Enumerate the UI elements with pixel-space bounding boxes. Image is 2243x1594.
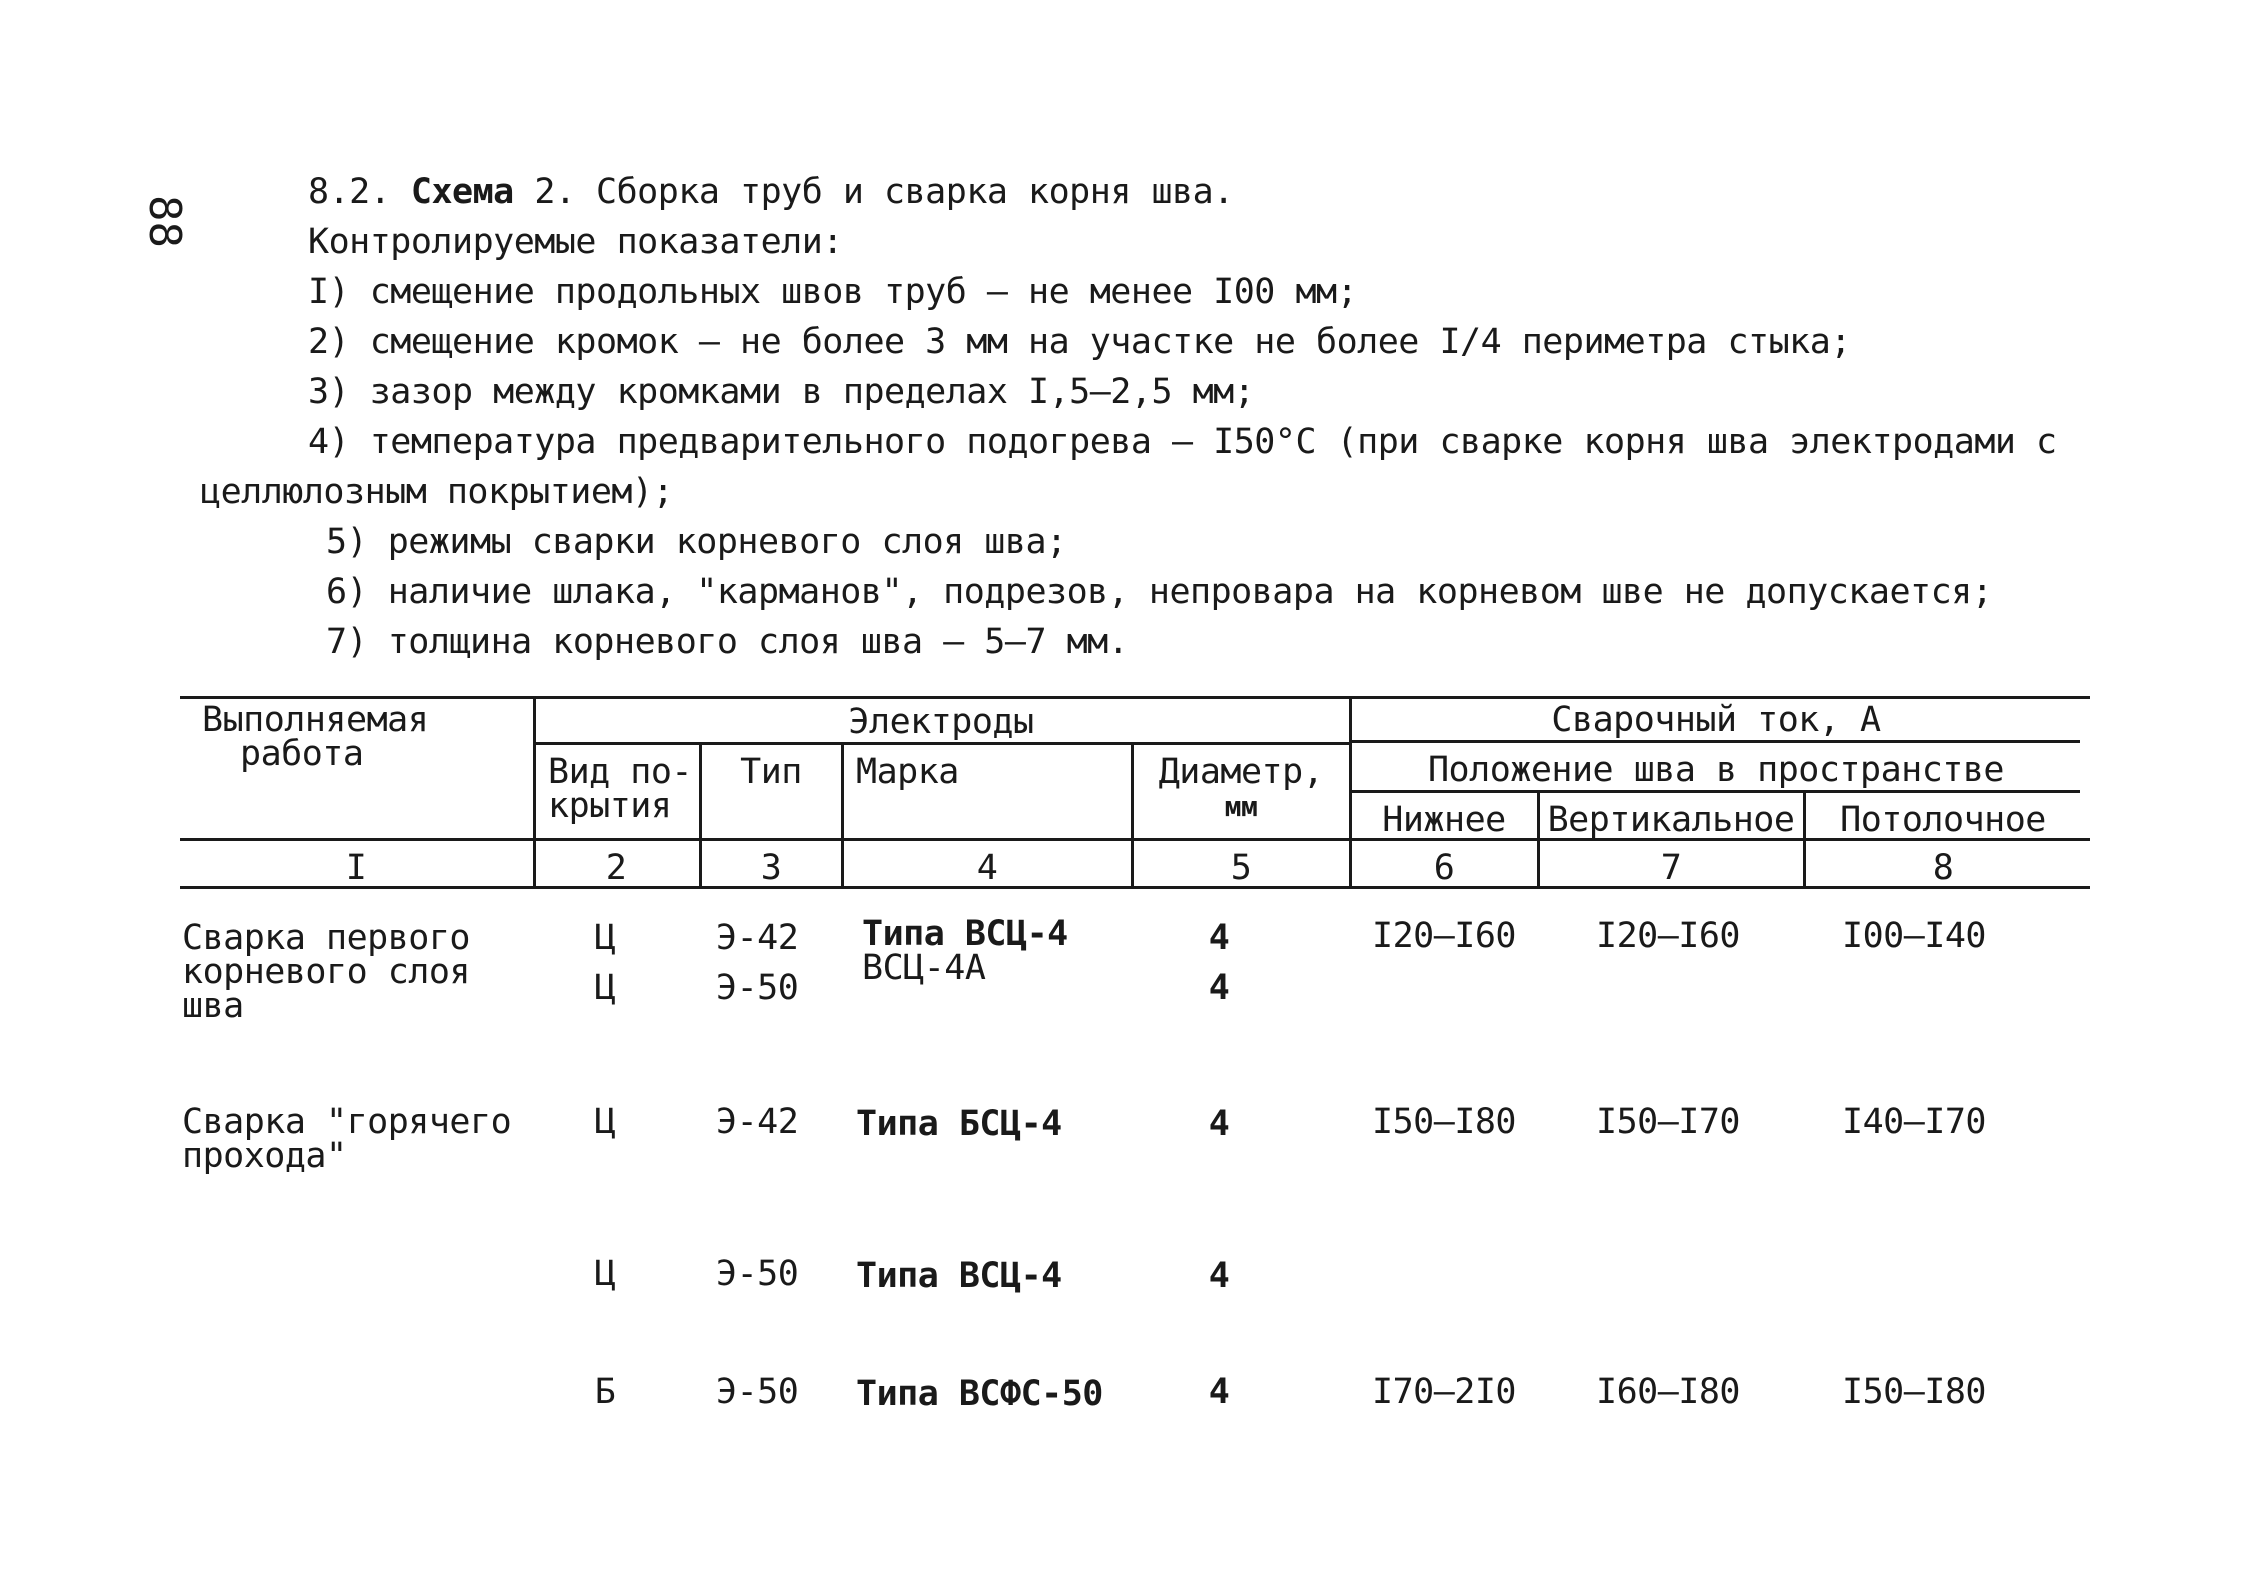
work-cell: корневого слоя <box>182 952 471 992</box>
list-item-continuation: целлюлозным покрытием); <box>200 472 674 512</box>
work-cell: Сварка первого <box>182 918 471 958</box>
current-lower-cell: I50–I80 <box>1372 1102 1517 1142</box>
col-number: 8 <box>1932 848 1954 888</box>
brand-cell: Типа ВСЦ-4 <box>862 914 1068 954</box>
type-cell: Э-50 <box>716 1254 799 1294</box>
coating-cell: Б <box>594 1372 616 1412</box>
col-number: 5 <box>1230 848 1252 888</box>
current-lower-cell: I70–2I0 <box>1372 1372 1517 1412</box>
list-item: 7) толщина корневого слоя шва – 5–7 мм. <box>326 622 1129 662</box>
section-number: 8.2. <box>308 172 391 212</box>
header-vertical: Вертикальное <box>1547 800 1795 840</box>
header-lower: Нижнее <box>1382 800 1506 840</box>
col-number: I <box>345 848 367 888</box>
list-item: 5) режимы сварки корневого слоя шва; <box>326 522 1067 562</box>
type-cell: Э-50 <box>716 1372 799 1412</box>
col-number: 3 <box>760 848 782 888</box>
scheme-word: Схема <box>410 172 514 212</box>
list-item: 4) температура предварительного подогрева – I50°С (при сварке корня шва электродами с <box>308 422 2057 462</box>
coating-cell: Ц <box>594 968 616 1008</box>
page-number: 88 <box>138 195 190 248</box>
header-diameter: Диаметр, <box>1158 752 1324 792</box>
work-cell: прохода" <box>182 1136 347 1176</box>
brand-cell: Типа БСЦ-4 <box>856 1104 1062 1144</box>
header-position: Положение шва в пространстве <box>1427 750 2004 790</box>
diameter-cell: 4 <box>1208 1256 1230 1296</box>
current-ceiling-cell: I40–I70 <box>1842 1102 1987 1142</box>
list-item: 2) смещение кромок – не более 3 мм на участке не более I/4 периметра стыка; <box>308 322 1851 362</box>
diameter-cell: 4 <box>1208 968 1230 1008</box>
diameter-cell: 4 <box>1208 1372 1230 1412</box>
type-cell: Э-50 <box>716 968 799 1008</box>
current-ceiling-cell: I50–I80 <box>1842 1372 1987 1412</box>
type-cell: Э-42 <box>716 918 799 958</box>
table-top-rule <box>180 696 2090 699</box>
section-title: 2. Сборка труб и сварка корня шва. <box>534 172 1234 212</box>
current-lower-cell: I20–I60 <box>1372 916 1517 956</box>
work-cell: Сварка "горячего <box>182 1102 512 1142</box>
coating-cell: Ц <box>594 1102 616 1142</box>
diameter-cell: 4 <box>1208 1104 1230 1144</box>
current-ceiling-cell: I00–I40 <box>1842 916 1987 956</box>
col-number: 2 <box>605 848 627 888</box>
current-vertical-cell: I60–I80 <box>1596 1372 1741 1412</box>
header-type: Тип <box>740 752 802 792</box>
current-vertical-cell: I50–I70 <box>1596 1102 1741 1142</box>
col-number: 6 <box>1433 848 1455 888</box>
list-item: 6) наличие шлака, "карманов", подрезов, непровара на корневом шве не допускается; <box>326 572 1993 612</box>
list-item: 3) зазор между кромками в пределах I,5–2,5 мм; <box>308 372 1255 412</box>
brand-cell: ВСЦ-4А <box>862 948 986 988</box>
header-coating-2: крытия <box>548 786 672 826</box>
list-item: I) смещение продольных швов труб – не менее I00 мм; <box>308 272 1358 312</box>
header-diameter-unit: мм <box>1224 790 1258 823</box>
section-heading <box>308 172 1234 212</box>
header-electrodes: Электроды <box>848 702 1034 742</box>
brand-cell: Типа ВСФС-50 <box>856 1374 1103 1414</box>
coating-cell: Ц <box>594 1254 616 1294</box>
brand-cell: Типа ВСЦ-4 <box>856 1256 1062 1296</box>
diameter-cell: 4 <box>1208 918 1230 958</box>
header-brand: Марка <box>856 752 959 792</box>
work-cell: шва <box>182 986 244 1026</box>
type-cell: Э-42 <box>716 1102 799 1142</box>
col-number: 4 <box>976 848 998 888</box>
header-ceiling: Потолочное <box>1840 800 2046 840</box>
controlled-label: Контролируемые показатели: <box>308 222 843 262</box>
col-number: 7 <box>1660 848 1682 888</box>
current-vertical-cell: I20–I60 <box>1596 916 1741 956</box>
header-work: Выполняемая <box>202 700 429 740</box>
header-current: Сварочный ток, А <box>1551 700 1881 740</box>
header-work-2: работа <box>240 734 364 774</box>
header-coating: Вид по- <box>548 752 693 792</box>
coating-cell: Ц <box>594 918 616 958</box>
